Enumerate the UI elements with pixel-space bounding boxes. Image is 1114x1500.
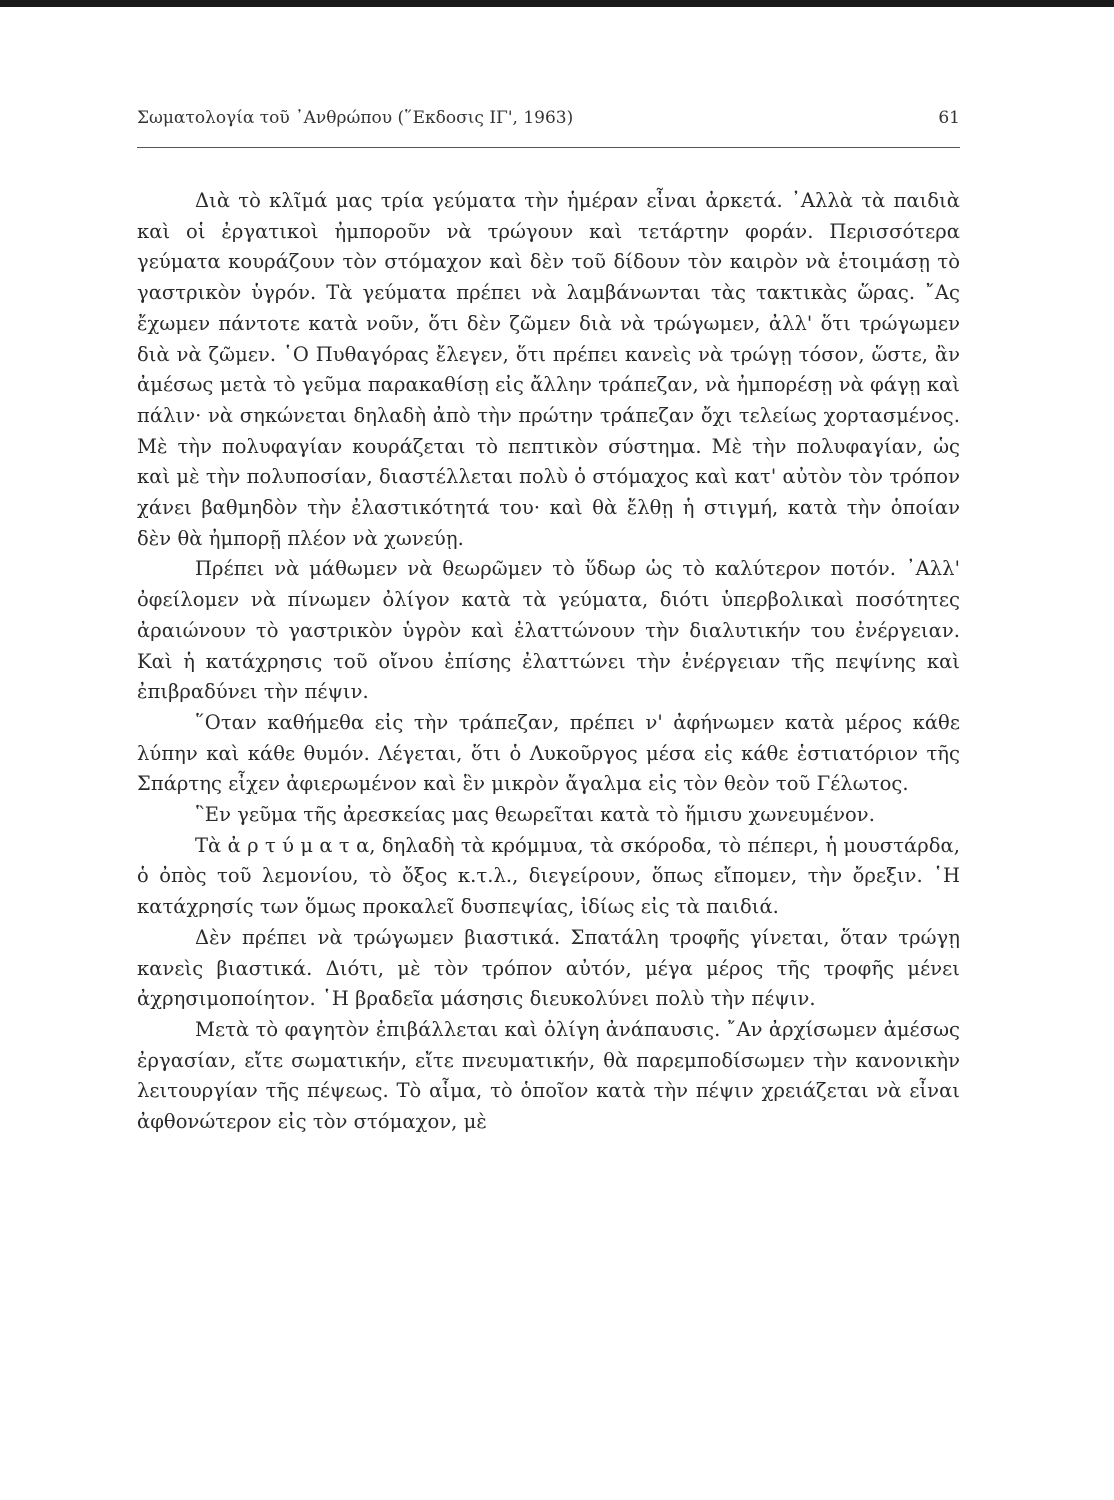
running-header-title: Σωματολογία τοῦ ᾿Ανθρώπου (῞Εκδοσις ΙΓ', 1963) (137, 108, 574, 128)
page-number: 61 (938, 108, 960, 128)
paragraph-pleasant-meal: ῝Εν γεῦμα τῆς ἀρεσκείας μας θεωρεῖται κατὰ τὸ ἥμισυ χωνευμένον. (195, 803, 875, 827)
paragraph-table-mood: ῞Οταν καθήμεθα εἰς τὴν τράπεζαν, πρέπει ν' ἀφήνωμεν κατὰ μέρος κάθε λύπην καὶ κάθε θυμόν. Λέγεται, ὅτι ὁ Λυκοῦργος μέσα εἰς κάθε ἑστιατόριον τῆς Σπάρτης εἶχεν ἀφιερωμένον καὶ ἓν μικρὸν ἄγαλμα εἰς τὸν θεὸν τοῦ Γέλωτος. (137, 710, 960, 796)
paragraph-water: Πρέπει νὰ μάθωμεν νὰ θεωρῶμεν τὸ ὕδωρ ὡς τὸ καλύτερον ποτόν. ᾿Αλλ' ὀφείλομεν νὰ πίνωμεν ὀλίγον κατὰ τὰ γεύματα, διότι ὑπερβολικαὶ ποσότητες ἀραιώνουν τὸ γαστρικὸν ὑγρὸν καὶ ἐλαττώνουν τὴν διαλυτικήν του ἐνέργειαν. Καὶ ἡ κατάχρησις τοῦ οἴνου ἐπίσης ἐλαττώνει τὴν ἐνέργειαν τῆς πεψίνης καὶ ἐπιβραδύνει τὴν πέψιν. (137, 557, 960, 704)
header-rule (137, 147, 960, 148)
scan-top-border (0, 0, 1114, 7)
paragraph-meals: Διὰ τὸ κλῖμά μας τρία γεύματα τὴν ἡμέραν εἶναι ἀρκετά. ᾿Αλλὰ τὰ παιδιὰ καὶ οἱ ἐργατικοὶ ἠμποροῦν νὰ τρώγουν καὶ τετάρτην φοράν. Περισσότερα γεύματα κουράζουν τὸν στόμαχον καὶ δὲν τοῦ δίδουν τὸν καιρὸν νὰ ἑτοιμάσῃ τὸ γαστρικὸν ὑγρόν. Τὰ γεύματα πρέπει νὰ λαμβάνωνται τὰς τακτικὰς ὥρας. ῎Ας ἔχωμεν πάντοτε κατὰ νοῦν, ὅτι δὲν ζῶμεν διὰ νὰ τρώγωμεν, ἀλλ' ὅτι τρώγωμεν διὰ νὰ ζῶμεν. ῾Ο Πυθαγόρας ἔλεγεν, ὅτι πρέπει κανεὶς νὰ τρώγῃ τόσον, ὥστε, ἂν ἀμέσως μετὰ τὸ γεῦμα παρακαθίσῃ εἰς ἄλλην τράπεζαν, νὰ ἠμπορέσῃ νὰ φάγῃ καὶ πάλιν· νὰ σηκώνεται δηλαδὴ ἀπὸ τὴν πρώτην τράπεζαν ὄχι τελείως χορτασμένος. Μὲ τὴν πολυφαγίαν κουράζεται τὸ πεπτικὸν σύστημα. Μὲ τὴν πολυφαγίαν, ὡς καὶ μὲ τὴν πολυποσίαν, διαστέλλεται πολὺ ὁ στόμαχος καὶ κατ' αὐτὸν τὸν τρόπον χάνει βαθμηδὸν τὴν ἐλαστικότητά του· καὶ θὰ ἔλθῃ ἡ στιγμή, κατὰ τὴν ὁποίαν δὲν θὰ ἠμπορῇ πλέον νὰ χωνεύῃ. (137, 189, 960, 550)
paragraph-eating-speed: Δὲν πρέπει νὰ τρώγωμεν βιαστικά. Σπατάλη τροφῆς γίνεται, ὅταν τρώγῃ κανεὶς βιαστικά. Διότι, μὲ τὸν τρόπον αὐτόν, μέγα μέρος τῆς τροφῆς μένει ἀχρησιμοποίητον. ῾Η βραδεῖα μάσησις διευκολύνει πολὺ τὴν πέψιν. (137, 925, 960, 1011)
paragraph-rest-after-meal: Μετὰ τὸ φαγητὸν ἐπιβάλλεται καὶ ὀλίγη ἀνάπαυσις. ῎Αν ἀρχίσωμεν ἀμέσως ἐργασίαν, εἴτε σωματικήν, εἴτε πνευματικήν, θὰ παρεμποδίσωμεν τὴν κανονικὴν λειτουργίαν τῆς πέψεως. Τὸ αἷμα, τὸ ὁποῖον κατὰ τὴν πέψιν χρειάζεται νὰ εἶναι ἀφθονώτερον εἰς τὸν στόμαχον, μὲ (137, 1017, 960, 1134)
book-page (137, 108, 960, 1138)
body-text (137, 186, 960, 1138)
paragraph-condiments: Τὰ ἀ ρ τ ύ μ α τ α, δηλαδὴ τὰ κρόμμυα, τὰ σκόροδα, τὸ πέπερι, ἡ μουστάρδα, ὁ ὀπὸς τοῦ λεμονίου, τὸ ὄξος κ.τ.λ., διεγείρουν, ὅπως εἴπομεν, τὴν ὄρεξιν. ῾Η κατάχρησίς των ὅμως προκαλεῖ δυσπεψίας, ἰδίως εἰς τὰ παιδιά. (137, 833, 960, 919)
running-header (137, 108, 960, 144)
